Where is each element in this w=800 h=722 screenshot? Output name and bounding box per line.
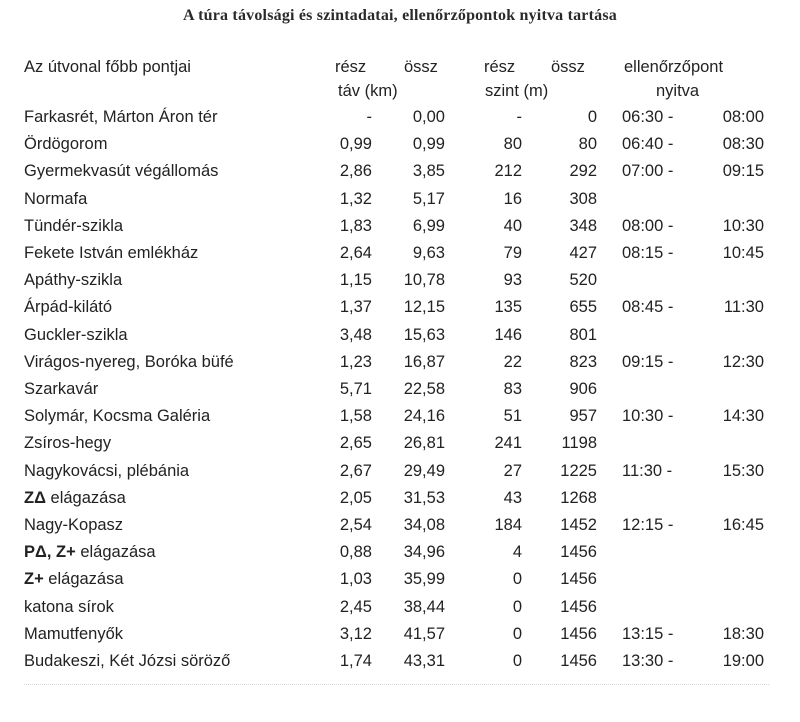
section-distance: 2,86	[339, 162, 372, 181]
section-distance: 2,45	[339, 597, 372, 616]
checkpoint-open-time: 09:15 -	[622, 352, 674, 371]
total-elevation: 1456	[560, 570, 597, 589]
point-name-text: Ördögorom	[24, 135, 108, 154]
total-elevation: 292	[569, 162, 597, 181]
point-name-text: Mamutfenyők	[24, 624, 124, 643]
point-name	[24, 543, 156, 562]
table-row	[0, 217, 800, 245]
total-distance: 0,99	[412, 135, 445, 154]
total-distance: 5,17	[412, 189, 445, 208]
section-distance: 1,03	[339, 570, 372, 589]
total-distance: 9,63	[412, 244, 445, 262]
table-row	[0, 380, 800, 408]
point-name	[24, 652, 230, 671]
section-elevation: 241	[494, 434, 522, 453]
section-distance: 2,64	[339, 244, 372, 262]
table-row	[0, 570, 800, 598]
total-distance: 24,16	[403, 407, 445, 426]
section-distance: 2,05	[339, 488, 372, 507]
point-name-text: Szarkavár	[24, 380, 99, 398]
point-name-text: Guckler-szikla	[24, 325, 128, 344]
point-name-text: Nagy-Kopasz	[24, 516, 124, 534]
point-name	[24, 135, 107, 154]
checkpoint-close-time: 10:30	[722, 216, 764, 235]
checkpoint-close-time: 12:30	[722, 352, 764, 371]
total-distance: 34,96	[403, 543, 445, 562]
section-distance: 0,99	[339, 135, 372, 154]
checkpoint-close-time: 18:30	[722, 624, 764, 643]
section-elevation: 79	[503, 244, 522, 262]
section-elevation: 0	[512, 570, 522, 589]
point-name	[24, 570, 124, 589]
point-name	[24, 516, 123, 535]
point-name-text: Tündér-szikla	[24, 216, 124, 235]
total-distance: 3,85	[412, 162, 445, 181]
section-elevation: 184	[494, 516, 522, 534]
section-elevation: 40	[503, 216, 522, 235]
trail-marker-symbol: ZΔ	[24, 488, 46, 507]
point-name	[24, 217, 123, 236]
total-elevation: 0	[587, 108, 597, 126]
checkpoint-open-time: 08:00 -	[622, 216, 674, 235]
section-distance: 1,83	[339, 216, 372, 235]
total-elevation: 308	[569, 189, 597, 208]
checkpoint-close-time: 11:30	[723, 298, 764, 317]
bottom-edge	[24, 684, 769, 685]
point-name-text: Apáthy-szikla	[24, 271, 123, 290]
total-elevation: 906	[569, 380, 597, 398]
section-distance: 1,32	[339, 189, 372, 208]
table-row	[0, 543, 800, 571]
checkpoint-close-time: 10:45	[722, 244, 764, 262]
checkpoint-close-time: 08:30	[722, 135, 764, 154]
point-name	[24, 489, 126, 508]
checkpoint-open-time: 13:15 -	[622, 624, 674, 643]
point-name	[24, 271, 122, 290]
total-elevation: 655	[569, 298, 597, 317]
point-name-text: elágazása	[75, 543, 156, 562]
trail-marker-symbol: Z+	[24, 570, 44, 589]
table-row	[0, 298, 800, 326]
total-distance: 35,99	[403, 570, 445, 589]
table-row	[0, 516, 800, 544]
point-name	[24, 625, 123, 644]
point-name	[24, 190, 87, 209]
point-name	[24, 353, 234, 372]
point-name-text: Nagykovácsi, plébánia	[24, 461, 190, 480]
total-distance: 43,31	[403, 652, 445, 670]
total-elevation: 1198	[561, 434, 597, 453]
section-elevation: -	[516, 108, 522, 126]
point-name	[24, 462, 189, 481]
checkpoint-open-time: 06:30 -	[622, 108, 674, 126]
point-name	[24, 407, 210, 426]
total-elevation: 1456	[560, 652, 597, 670]
total-distance: 0,00	[412, 108, 445, 126]
header-resz-szint: rész	[484, 58, 516, 76]
checkpoint-open-time: 07:00 -	[622, 162, 674, 181]
total-distance: 16,87	[403, 352, 445, 371]
total-distance: 38,44	[403, 597, 445, 616]
total-distance: 29,49	[403, 461, 445, 480]
total-distance: 12,15	[403, 298, 445, 317]
total-distance: 41,57	[403, 624, 445, 643]
section-elevation: 4	[512, 543, 522, 562]
checkpoint-close-time: 14:30	[722, 407, 764, 426]
table-row	[0, 326, 800, 354]
point-name-text: Gyermekvasút végállomás	[24, 162, 219, 181]
total-elevation: 1456	[560, 597, 597, 616]
section-elevation: 80	[503, 135, 522, 154]
trail-marker-symbol: PΔ, Z+	[24, 543, 76, 562]
section-distance: 1,58	[339, 407, 372, 426]
point-name	[24, 380, 98, 399]
total-elevation: 1456	[560, 543, 597, 562]
section-elevation: 51	[503, 407, 522, 426]
section-distance: 2,65	[339, 434, 372, 453]
total-elevation: 1452	[560, 516, 597, 534]
section-distance: 2,54	[339, 516, 372, 534]
section-elevation: 93	[503, 271, 522, 290]
point-name-text: Normafa	[24, 189, 88, 208]
table-row	[0, 190, 800, 218]
point-name	[24, 244, 198, 263]
total-elevation: 520	[569, 271, 597, 290]
point-name	[24, 434, 111, 453]
header-open: nyitva	[656, 82, 700, 100]
section-elevation: 22	[503, 352, 522, 371]
table-row	[0, 652, 800, 680]
section-elevation: 212	[494, 162, 522, 181]
point-name	[24, 162, 218, 181]
header-checkpoint: ellenőrzőpont	[624, 58, 724, 76]
point-name	[24, 108, 217, 127]
section-distance: 0,88	[339, 543, 372, 562]
checkpoint-open-time: 06:40 -	[622, 135, 674, 154]
point-name-text: Zsíros-hegy	[24, 434, 112, 453]
total-elevation: 1268	[560, 488, 597, 507]
checkpoint-open-time: 13:30 -	[622, 652, 674, 670]
table-row	[0, 244, 800, 272]
section-elevation: 146	[494, 325, 522, 344]
checkpoint-close-time: 08:00	[722, 108, 764, 126]
section-elevation: 0	[512, 652, 522, 670]
section-distance: 1,23	[339, 352, 372, 371]
point-name	[24, 326, 128, 345]
checkpoint-open-time: 08:15 -	[622, 244, 674, 262]
header-points: Az útvonal főbb pontjai	[24, 58, 191, 76]
total-distance: 26,81	[403, 434, 445, 453]
section-distance: 3,12	[339, 624, 372, 643]
total-distance: 6,99	[412, 216, 445, 235]
point-name-text: Virágos-nyereg, Boróka büfé	[24, 352, 234, 371]
checkpoint-open-time: 12:15 -	[622, 516, 674, 534]
checkpoint-open-time: 10:30 -	[622, 407, 674, 426]
total-distance: 15,63	[403, 325, 445, 344]
section-elevation: 43	[503, 488, 522, 507]
total-elevation: 348	[569, 216, 597, 235]
section-elevation: 83	[503, 380, 522, 398]
point-name	[24, 598, 114, 617]
table-row	[0, 489, 800, 517]
table-row	[0, 407, 800, 435]
checkpoint-open-time: 08:45 -	[622, 298, 674, 317]
total-distance: 10,78	[403, 271, 445, 290]
checkpoint-close-time: 15:30	[722, 461, 764, 480]
section-distance: 1,15	[339, 271, 372, 290]
total-elevation: 801	[569, 325, 597, 344]
total-elevation: 1456	[560, 624, 597, 643]
total-elevation: 80	[578, 135, 597, 154]
checkpoint-close-time: 19:00	[722, 652, 764, 670]
section-distance: 5,71	[339, 380, 372, 398]
point-name-text: elágazása	[43, 570, 124, 589]
table-row	[0, 108, 800, 136]
total-elevation: 1225	[560, 461, 597, 480]
header-ossz-tav: össz	[404, 58, 438, 76]
table-row	[0, 462, 800, 490]
header-szint-unit: szint (m)	[485, 82, 549, 100]
section-elevation: 27	[503, 461, 522, 480]
section-distance: 1,37	[339, 298, 372, 317]
table-row	[0, 434, 800, 462]
section-distance: 3,48	[339, 325, 372, 344]
total-distance: 34,08	[403, 516, 445, 534]
table-row	[0, 598, 800, 626]
document-title: A túra távolsági és szintadatai, ellenőrzőpontok nyitva tartása	[183, 7, 617, 24]
point-name-text: Fekete István emlékház	[24, 244, 199, 262]
section-distance: 1,74	[339, 652, 372, 670]
total-elevation: 957	[569, 407, 597, 426]
header-ossz-szint: össz	[551, 58, 585, 76]
point-name-text: katona sírok	[24, 597, 114, 616]
section-elevation: 0	[512, 624, 522, 643]
table-row	[0, 353, 800, 381]
table-row	[0, 625, 800, 653]
header-resz-tav: rész	[335, 58, 367, 76]
section-elevation: 0	[512, 597, 522, 616]
section-elevation: 135	[494, 298, 522, 317]
section-elevation: 16	[503, 189, 522, 208]
point-name-text: Árpád-kilátó	[24, 298, 113, 317]
header-tav-unit: táv (km)	[338, 82, 398, 100]
total-distance: 31,53	[403, 488, 445, 507]
section-distance: -	[366, 108, 372, 126]
point-name-text: Budakeszi, Két Józsi söröző	[24, 652, 231, 670]
total-elevation: 427	[569, 244, 597, 262]
checkpoint-close-time: 09:15	[722, 162, 764, 181]
point-name-text: Farkasrét, Márton Áron tér	[24, 108, 218, 126]
point-name-text: Solymár, Kocsma Galéria	[24, 407, 211, 426]
point-name	[24, 298, 112, 317]
table-row	[0, 271, 800, 299]
table-row	[0, 135, 800, 163]
checkpoint-open-time: 11:30 -	[622, 461, 673, 480]
total-elevation: 823	[569, 352, 597, 371]
total-distance: 22,58	[403, 380, 445, 398]
section-distance: 2,67	[339, 461, 372, 480]
table-row	[0, 162, 800, 190]
point-name-text: elágazása	[45, 488, 126, 507]
checkpoint-close-time: 16:45	[722, 516, 764, 534]
